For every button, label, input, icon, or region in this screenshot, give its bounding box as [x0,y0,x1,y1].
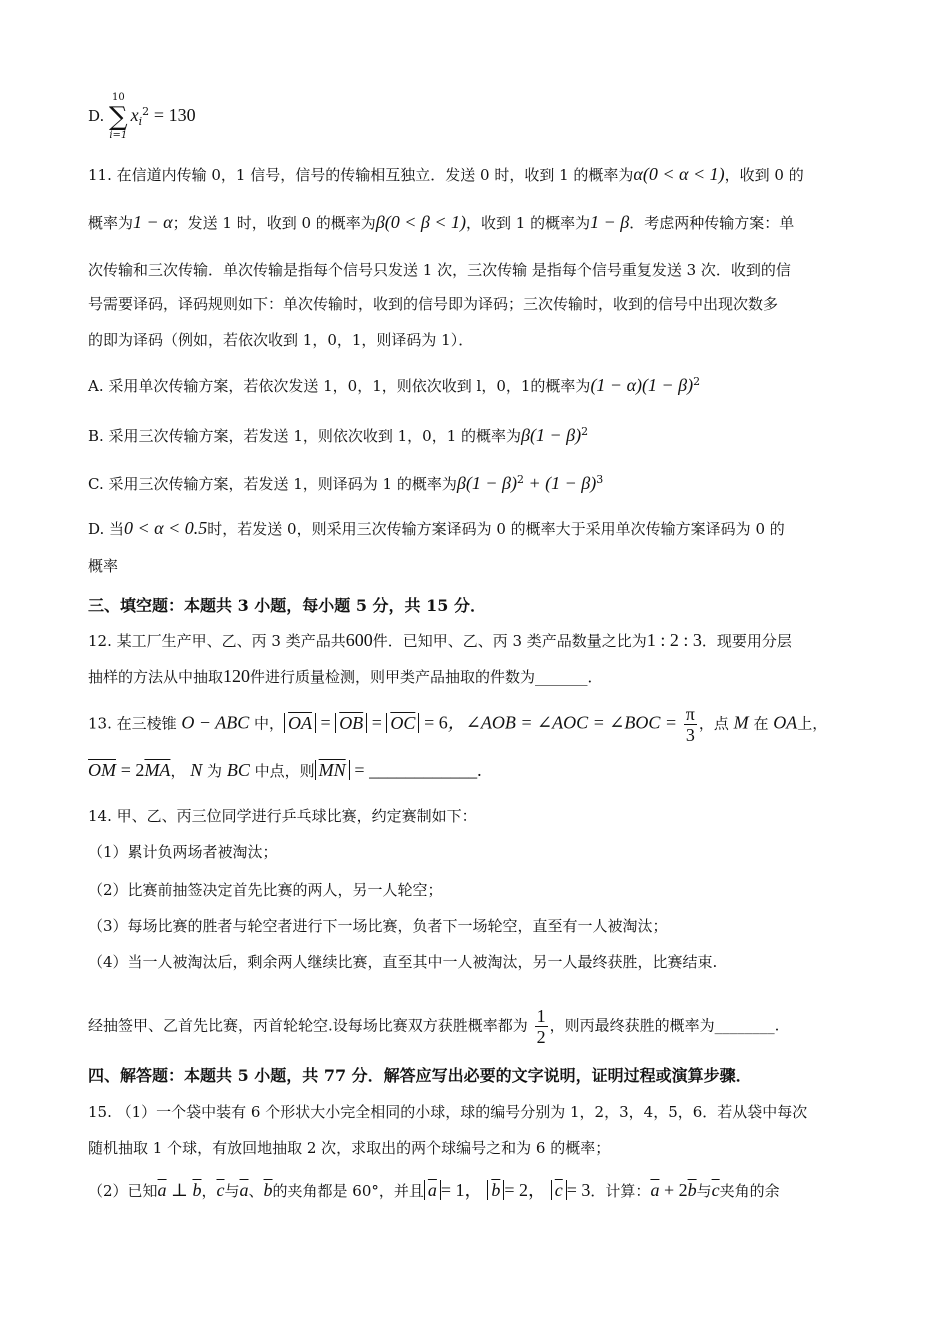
q14-rule-1: （1）累计负两场者被淘汰； [88,843,278,861]
abs-b [487,1180,504,1200]
text: D. 当 [88,520,125,538]
q12-line-2 [88,666,603,687]
math: = 3 [566,1180,591,1200]
math: 1 − β [590,212,630,232]
sigma-symbol: ∑ [109,102,128,132]
abs-c [551,1180,567,1200]
vector: $\overline{OA}$ [288,712,313,733]
math: M [733,712,749,733]
q14-rule-3: （3）每场比赛的胜者与轮空者进行下一场比赛，负者下一场轮空，直至有一人被淘汰； [88,917,668,935]
abs-mn [315,760,350,780]
vector-a: $\overline{a}$ [650,1180,660,1200]
vector: $\overline{MN}$ [318,760,346,780]
q11-option-b [88,422,588,446]
vector-a: $\overline{a}$ [157,1180,167,1200]
math: 1 − α [133,212,173,232]
q11-line-4: 号需要译码，译码规则如下：单次传输时，收到的信号即为译码；三次传输时，收到的信号中出现次数多 [88,295,779,313]
one-half [535,1006,548,1047]
math: = 2 [120,760,145,780]
q14-rule-2: （2）比赛前抽签决定首先比赛的两人，另一人轮空； [88,881,443,899]
math: OA [773,712,798,733]
text: 、 [248,1182,264,1200]
vector-b: $\overline{b}$ [687,1180,697,1200]
math: BC [226,760,250,780]
math: + 2 [659,1180,688,1200]
q12-line-1 [88,630,792,651]
vector-c: $\overline{c}$ [554,1180,563,1200]
text: 上， [797,714,828,733]
superscript: 2 [693,375,701,388]
option-label: D. [88,107,105,125]
sum-term: x [130,105,139,125]
text: 与 [696,1182,712,1200]
text: A. 采用单次传输方案，若依次发送 1，0，1，则依次收到 l，0，1的概率为 [88,377,591,395]
q13-line-1: 13. 在三棱锥 O − ABC 中， $\overline{OA} = \overline{OB} = \overline{OC} = 6$，∠AOB = ∠AOC = ∠BOC = $\frac{\pi}{3}$ ，点 M 在 OA上， [88,704,828,745]
math: = 2， [504,1180,546,1200]
text: 12. 某工厂生产甲、乙、丙 3 类产品共 [88,632,346,650]
denominator: 2 [536,1027,546,1047]
text: C. 采用三次传输方案，若发送 1，则译码为 1 的概率为 [88,475,457,493]
answer-blank: = ____________. [354,760,482,780]
vector-b: $\overline{b}$ [491,1180,501,1200]
text: ，则丙最终获胜的概率为________. [549,1016,780,1035]
sum-lower: i=1 [109,130,128,141]
vector: $\overline{OB}$ [339,712,364,733]
math: ⊥ [166,1180,193,1200]
text: ；发送 1 时，收到 0 的概率为 [172,214,376,232]
text: B. 采用三次传输方案，若发送 1，则依次收到 1，0，1 的概率为 [88,427,522,445]
q15-line-2: 随机抽取 1 个球，有放回地抽取 2 次，求取出的两个球编号之和为 6 的概率； [88,1139,611,1157]
text: ．计算： [590,1182,651,1200]
text: 与 [224,1182,240,1200]
math: + (1 − β) [523,473,597,493]
math: O − ABC [181,712,250,733]
math: 1 : 2 : 3 [646,630,702,650]
numerator: π [685,704,695,724]
q11-option-d [88,518,785,539]
text: ，收到 0 的 [724,166,804,184]
math: β(0 < β < 1) [375,212,467,232]
abs-oc [386,713,419,733]
sum-value: = 130 [153,105,196,125]
text: ，点 [698,714,729,733]
text: ， [170,762,186,780]
text: 在 [753,714,769,733]
text: 抽样的方法从中抽取 [88,668,224,686]
math: = 6 [424,712,448,733]
text: ， [201,1182,217,1200]
summation [109,92,128,142]
vector-a: $\overline{a}$ [427,1180,437,1200]
section-3-title: 三、填空题：本题共 3 小题，每小题 5 分，共 15 分． [88,596,486,615]
text: 中， [254,714,285,733]
math: N [190,760,203,780]
math: = 1， [440,1180,483,1200]
q11-line-1 [88,164,804,185]
q11-line-2 [88,212,794,233]
subscript: i [138,115,143,128]
text: 件进行质量检测，则甲类产品抽取的件数为_______． [250,668,603,686]
q11-line-3: 次传输和三次传输．单次传输是指每个信号只发送 1 次，三次传输 是指每个信号重复发送 3 次．收到的信 [88,261,791,279]
math: β(1 − β) [521,425,582,445]
superscript: 2 [581,425,589,438]
q10-option-d [88,92,196,142]
math: β(1 − β) [456,473,517,493]
vector: $\overline{OC}$ [390,712,416,733]
math: α(0 < α < 1) [633,164,725,184]
text: 概率为 [88,214,134,232]
text: ，收到 1 的概率为 [466,214,591,232]
math: ，∠AOB = ∠AOC = ∠BOC = [447,712,677,733]
superscript: 3 [596,473,604,486]
denominator: 3 [685,725,695,745]
math: 120 [223,666,251,686]
q11-option-d-cont: 概率 [88,557,119,575]
vector: $\overline{OM}$ [88,760,116,780]
text: ．现要用分层 [701,632,792,650]
vector: $\overline{MA}$ [144,760,171,780]
q11-line-5: 的即为译码（例如，若依次收到 1，0，1，则译码为 1）． [88,331,474,349]
abs-ob [335,713,367,733]
q14-rule-4: （4）当一人被淘汰后，剩余两人继续比赛，直至其中一人被淘汰，另一人最终获胜，比赛结束. [88,953,718,971]
text: 夹角的余 [719,1182,780,1200]
vector-b: $\overline{b}$ [263,1180,273,1200]
q14-line-1: 14. 甲、乙、丙三位同学进行乒乓球比赛，约定赛制如下： [88,807,477,825]
abs-oa [284,713,316,733]
vector-a: $\overline{a}$ [239,1180,249,1200]
numerator: 1 [536,1006,546,1026]
superscript: 2 [516,473,524,486]
text: 时，若发送 0，则采用三次传输方案译码为 0 的概率大于采用单次传输方案译码为 0 的 [207,520,785,538]
vector-c: $\overline{c}$ [711,1180,720,1200]
vector-c: $\overline{c}$ [216,1180,225,1200]
q15-part-2 [88,1180,780,1201]
pi-over-3 [684,704,697,745]
q11-option-c [88,470,603,494]
abs-a [424,1180,441,1200]
text: 中点，则 [254,762,315,780]
text: ．考虑两种传输方案：单 [629,214,795,232]
text: （2）已知 [88,1182,158,1200]
text: 件．已知甲、乙、丙 3 类产品数量之比为 [372,632,647,650]
q11-option-a [88,372,700,396]
q14-last-line [88,1006,779,1047]
text: 经抽签甲、乙首先比赛，丙首轮轮空.设每场比赛双方获胜概率都为 [88,1016,528,1035]
vector-b: $\overline{b}$ [192,1180,202,1200]
q13-line-2 [88,760,482,781]
math: 600 [345,630,373,650]
superscript: 2 [142,105,150,118]
sum-upper: 10 [111,92,125,103]
q15-line-1: 15. （1）一个袋中装有 6 个形状大小完全相同的小球，球的编号分别为 1，2，3，4，5，6．若从袋中每次 [88,1103,808,1121]
section-4-title: 四、解答题：本题共 5 小题，共 77 分．解答应写出必要的文字说明，证明过程或演算步骤． [88,1066,752,1085]
text: 11. 在信道内传输 0，1 信号，信号的传输相互独立．发送 0 时，收到 1 的概率为 [88,166,634,184]
text: 13. 在三棱锥 [88,714,177,733]
text: 的夹角都是 60°，并且 [272,1182,424,1200]
math: (1 − α)(1 − β) [590,375,694,395]
text: 为 [207,762,223,780]
math: 0 < α < 0.5 [124,518,208,538]
